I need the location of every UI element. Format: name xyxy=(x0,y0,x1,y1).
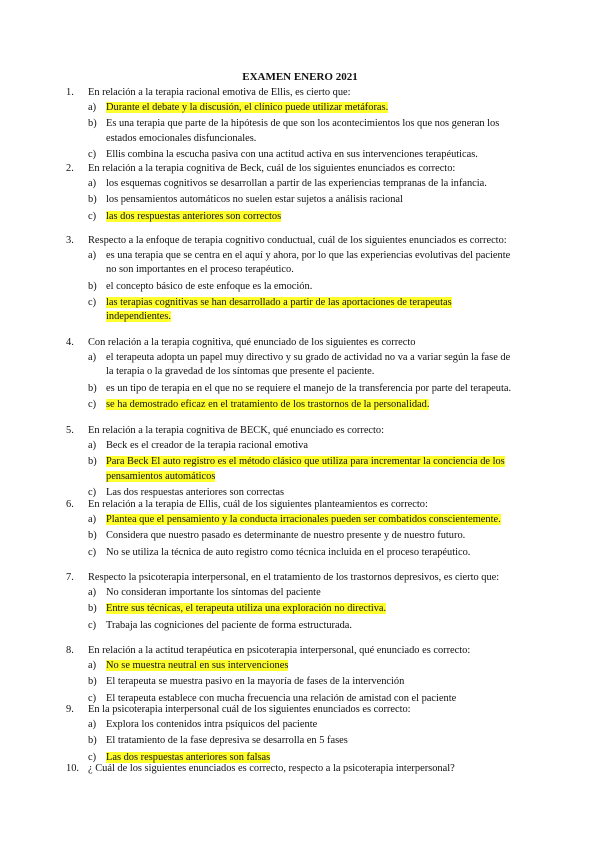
option-a: a) Durante el debate y la discusión, el clínico puede utilizar metáforas. xyxy=(88,102,389,114)
option-text: Explora los contenidos intra psíquicos del paciente xyxy=(106,719,318,731)
question-number: 8. xyxy=(66,645,74,656)
option-a: a) No se muestra neutral en sus intervenciones xyxy=(88,660,289,672)
option-text: Ellis combina la escucha pasiva con una actitud activa en sus intervenciones terapéuticas. xyxy=(106,148,478,160)
option-text: Beck es el creador de la terapia racional emotiva xyxy=(106,440,308,452)
option-text-highlighted: las dos respuestas anteriores son correctos xyxy=(106,210,282,222)
question-text: Respecto la psicoterapia interpersonal, en el tratamiento de los trastornos depresivos, es cierto que: xyxy=(88,572,500,583)
option-a: a) Plantea que el pensamiento y la conducta irracionales pueden ser combatidos conscientemente. xyxy=(88,514,501,526)
option-b: b) es un tipo de terapia en el que no se requiere el manejo de la transferencia por parte del terapeuta. xyxy=(88,382,512,394)
option-c: c) Ellis combina la escucha pasiva con una actitud activa en sus intervenciones terapéuticas. xyxy=(88,148,478,160)
option-c: c) No se utiliza la técnica de auto registro como técnica incluida en el proceso terapéutico. xyxy=(88,546,471,558)
question-text: ¿ Cuál de los siguientes enunciados es correcto, respecto a la psicoterapia interpersonal? xyxy=(88,763,455,774)
question-number: 10. xyxy=(66,763,79,774)
question-8 xyxy=(66,644,518,708)
option-c: c) Trabaja las cogniciones del paciente de forma estructurada. xyxy=(88,619,353,631)
option-b: b) Entre sus técnicas, el terapeuta utiliza una exploración no directiva. xyxy=(88,603,387,615)
question-text: En relación a la terapia racional emotiva de Ellis, es cierto que: xyxy=(88,87,351,98)
question-number: 7. xyxy=(66,572,74,583)
option-b: b) El terapeuta se muestra pasivo en la mayoría de fases de la intervención xyxy=(88,676,405,688)
option-c: c) Las dos respuestas anteriores son correctas xyxy=(88,486,285,498)
question-number: 5. xyxy=(66,425,74,436)
question-number: 2. xyxy=(66,163,74,174)
option-a: a) Explora los contenidos intra psíquicos del paciente xyxy=(88,719,318,731)
option-text: Considera que nuestro pasado es determinante de nuestro presente y de nuestro futuro. xyxy=(106,530,466,542)
question-5 xyxy=(66,424,518,502)
question-number: 1. xyxy=(66,87,74,98)
option-text: El tratamiento de la fase depresiva se desarrolla en 5 fases xyxy=(106,735,348,747)
question-text: En relación a la actitud terapéutica en psicoterapia interpersonal, qué enunciado es correcto: xyxy=(88,645,471,656)
option-text: No consideran importante los síntomas del paciente xyxy=(106,587,321,599)
option-text: es una terapia que se centra en el aquí y ahora, por lo que las experiencias evolutivas del paciente no son importantes en el proceso terapéutico. xyxy=(106,250,511,276)
option-text-highlighted: Entre sus técnicas, el terapeuta utiliza una exploración no directiva. xyxy=(106,603,387,615)
question-4 xyxy=(66,336,518,414)
option-text-highlighted: Para Beck El auto registro es el método clásico que utiliza para incrementar la conciencia de los pensamientos automáticos xyxy=(106,456,505,482)
option-c: c) las terapias cognitivas se han desarrollado a partir de las aportaciones de terapeutas independientes. xyxy=(88,296,452,323)
option-a: a) los esquemas cognitivos se desarrollan a partir de las experiencias tempranas de la infancia. xyxy=(88,178,487,190)
option-c: c) se ha demostrado eficaz en el tratamiento de los trastornos de la personalidad. xyxy=(88,398,430,410)
option-b: b) los pensamientos automáticos no suelen estar sujetos a análisis racional xyxy=(88,194,403,206)
question-6 xyxy=(66,498,518,562)
question-number: 6. xyxy=(66,499,74,510)
option-text: El terapeuta se muestra pasivo en la mayoría de fases de la intervención xyxy=(106,676,405,688)
option-text: El terapeuta establece con mucha frecuencia una relación de amistad con el paciente xyxy=(106,692,457,704)
option-text: es un tipo de terapia en el que no se requiere el manejo de la transferencia por parte del terapeuta. xyxy=(106,382,512,394)
option-b: b) el concepto básico de este enfoque es la emoción. xyxy=(88,280,313,292)
option-b: b) El tratamiento de la fase depresiva se desarrolla en 5 fases xyxy=(88,735,348,747)
question-text: Respecto a la enfoque de terapia cognitivo conductual, cuál de los siguientes enunciados es correcto: xyxy=(88,235,507,246)
option-c: c) las dos respuestas anteriores son correctos xyxy=(88,210,282,222)
question-3 xyxy=(66,234,518,326)
option-a: a) es una terapia que se centra en el aquí y ahora, por lo que las experiencias evolutivas del paciente no son importantes en el proceso terapéutico. xyxy=(88,250,511,276)
option-text: los esquemas cognitivos se desarrollan a partir de las experiencias tempranas de la infancia. xyxy=(106,178,487,190)
option-c: c) El terapeuta establece con mucha frecuencia una relación de amistad con el paciente xyxy=(88,692,457,704)
option-a: a) el terapeuta adopta un papel muy directivo y su grado de actividad no va a variar según la fase de la terapia o la gravedad de los síntomas que presente el paciente. xyxy=(88,352,511,378)
question-text: Con relación a la terapia cognitiva, qué enunciado de los siguientes es correcto xyxy=(88,337,416,348)
option-text: Las dos respuestas anteriores son correctas xyxy=(106,486,285,498)
option-text-highlighted: No se muestra neutral en sus intervenciones xyxy=(106,660,289,672)
question-10 xyxy=(66,762,518,776)
question-9 xyxy=(66,703,518,767)
exam-title: EXAMEN ENERO 2021 xyxy=(242,71,358,83)
option-text-highlighted: se ha demostrado eficaz en el tratamiento de los trastornos de la personalidad. xyxy=(106,398,430,410)
question-text: En relación a la terapia cognitiva de Beck, cuál de los siguientes enunciados es correcto: xyxy=(88,163,456,174)
question-number: 4. xyxy=(66,337,74,348)
question-text: En la psicoterapia interpersonal cuál de los siguientes enunciados es correcto: xyxy=(88,704,411,715)
option-text-highlighted: las terapias cognitivas se han desarrollado a partir de las aportaciones de terapeutas independientes. xyxy=(106,296,452,323)
option-text: los pensamientos automáticos no suelen estar sujetos a análisis racional xyxy=(106,194,403,206)
option-a: a) No consideran importante los síntomas del paciente xyxy=(88,587,321,599)
option-c: c) Las dos respuestas anteriores son falsas xyxy=(88,751,271,763)
option-text-highlighted: Durante el debate y la discusión, el clínico puede utilizar metáforas. xyxy=(106,102,389,114)
option-text: Es una terapia que parte de la hipótesis de que son los acontecimientos los que nos generan los estados emocionales disfuncionales. xyxy=(106,118,500,144)
question-number: 9. xyxy=(66,704,74,715)
option-text: Trabaja las cogniciones del paciente de forma estructurada. xyxy=(106,619,353,631)
question-text: En relación a la terapia cognitiva de BECK, qué enunciado es correcto: xyxy=(88,425,385,436)
option-a: a) Beck es el creador de la terapia racional emotiva xyxy=(88,440,308,452)
option-text: el concepto básico de este enfoque es la emoción. xyxy=(106,280,313,292)
option-text-highlighted: Las dos respuestas anteriores son falsas xyxy=(106,751,271,763)
option-text-highlighted: Plantea que el pensamiento y la conducta irracionales pueden ser combatidos conscientemente. xyxy=(106,514,501,526)
question-number: 3. xyxy=(66,235,74,246)
option-b: b) Es una terapia que parte de la hipótesis de que son los acontecimientos los que nos generan los estados emocionales disfuncionales. xyxy=(88,118,500,144)
option-text: No se utiliza la técnica de auto registro como técnica incluida en el proceso terapéutico. xyxy=(106,546,471,558)
option-b: b) Para Beck El auto registro es el método clásico que utiliza para incrementar la conciencia de los pensamientos automáticos xyxy=(88,456,505,482)
option-text: el terapeuta adopta un papel muy directivo y su grado de actividad no va a variar según la fase de la terapia o la gravedad de los síntomas que presente el paciente. xyxy=(106,352,511,378)
question-2 xyxy=(66,162,518,226)
question-text: En relación a la terapia de Ellis, cuál de los siguientes planteamientos es correcto: xyxy=(88,499,428,510)
question-7 xyxy=(66,571,518,635)
question-1 xyxy=(66,86,518,164)
option-b: b) Considera que nuestro pasado es determinante de nuestro presente y de nuestro futuro. xyxy=(88,530,466,542)
